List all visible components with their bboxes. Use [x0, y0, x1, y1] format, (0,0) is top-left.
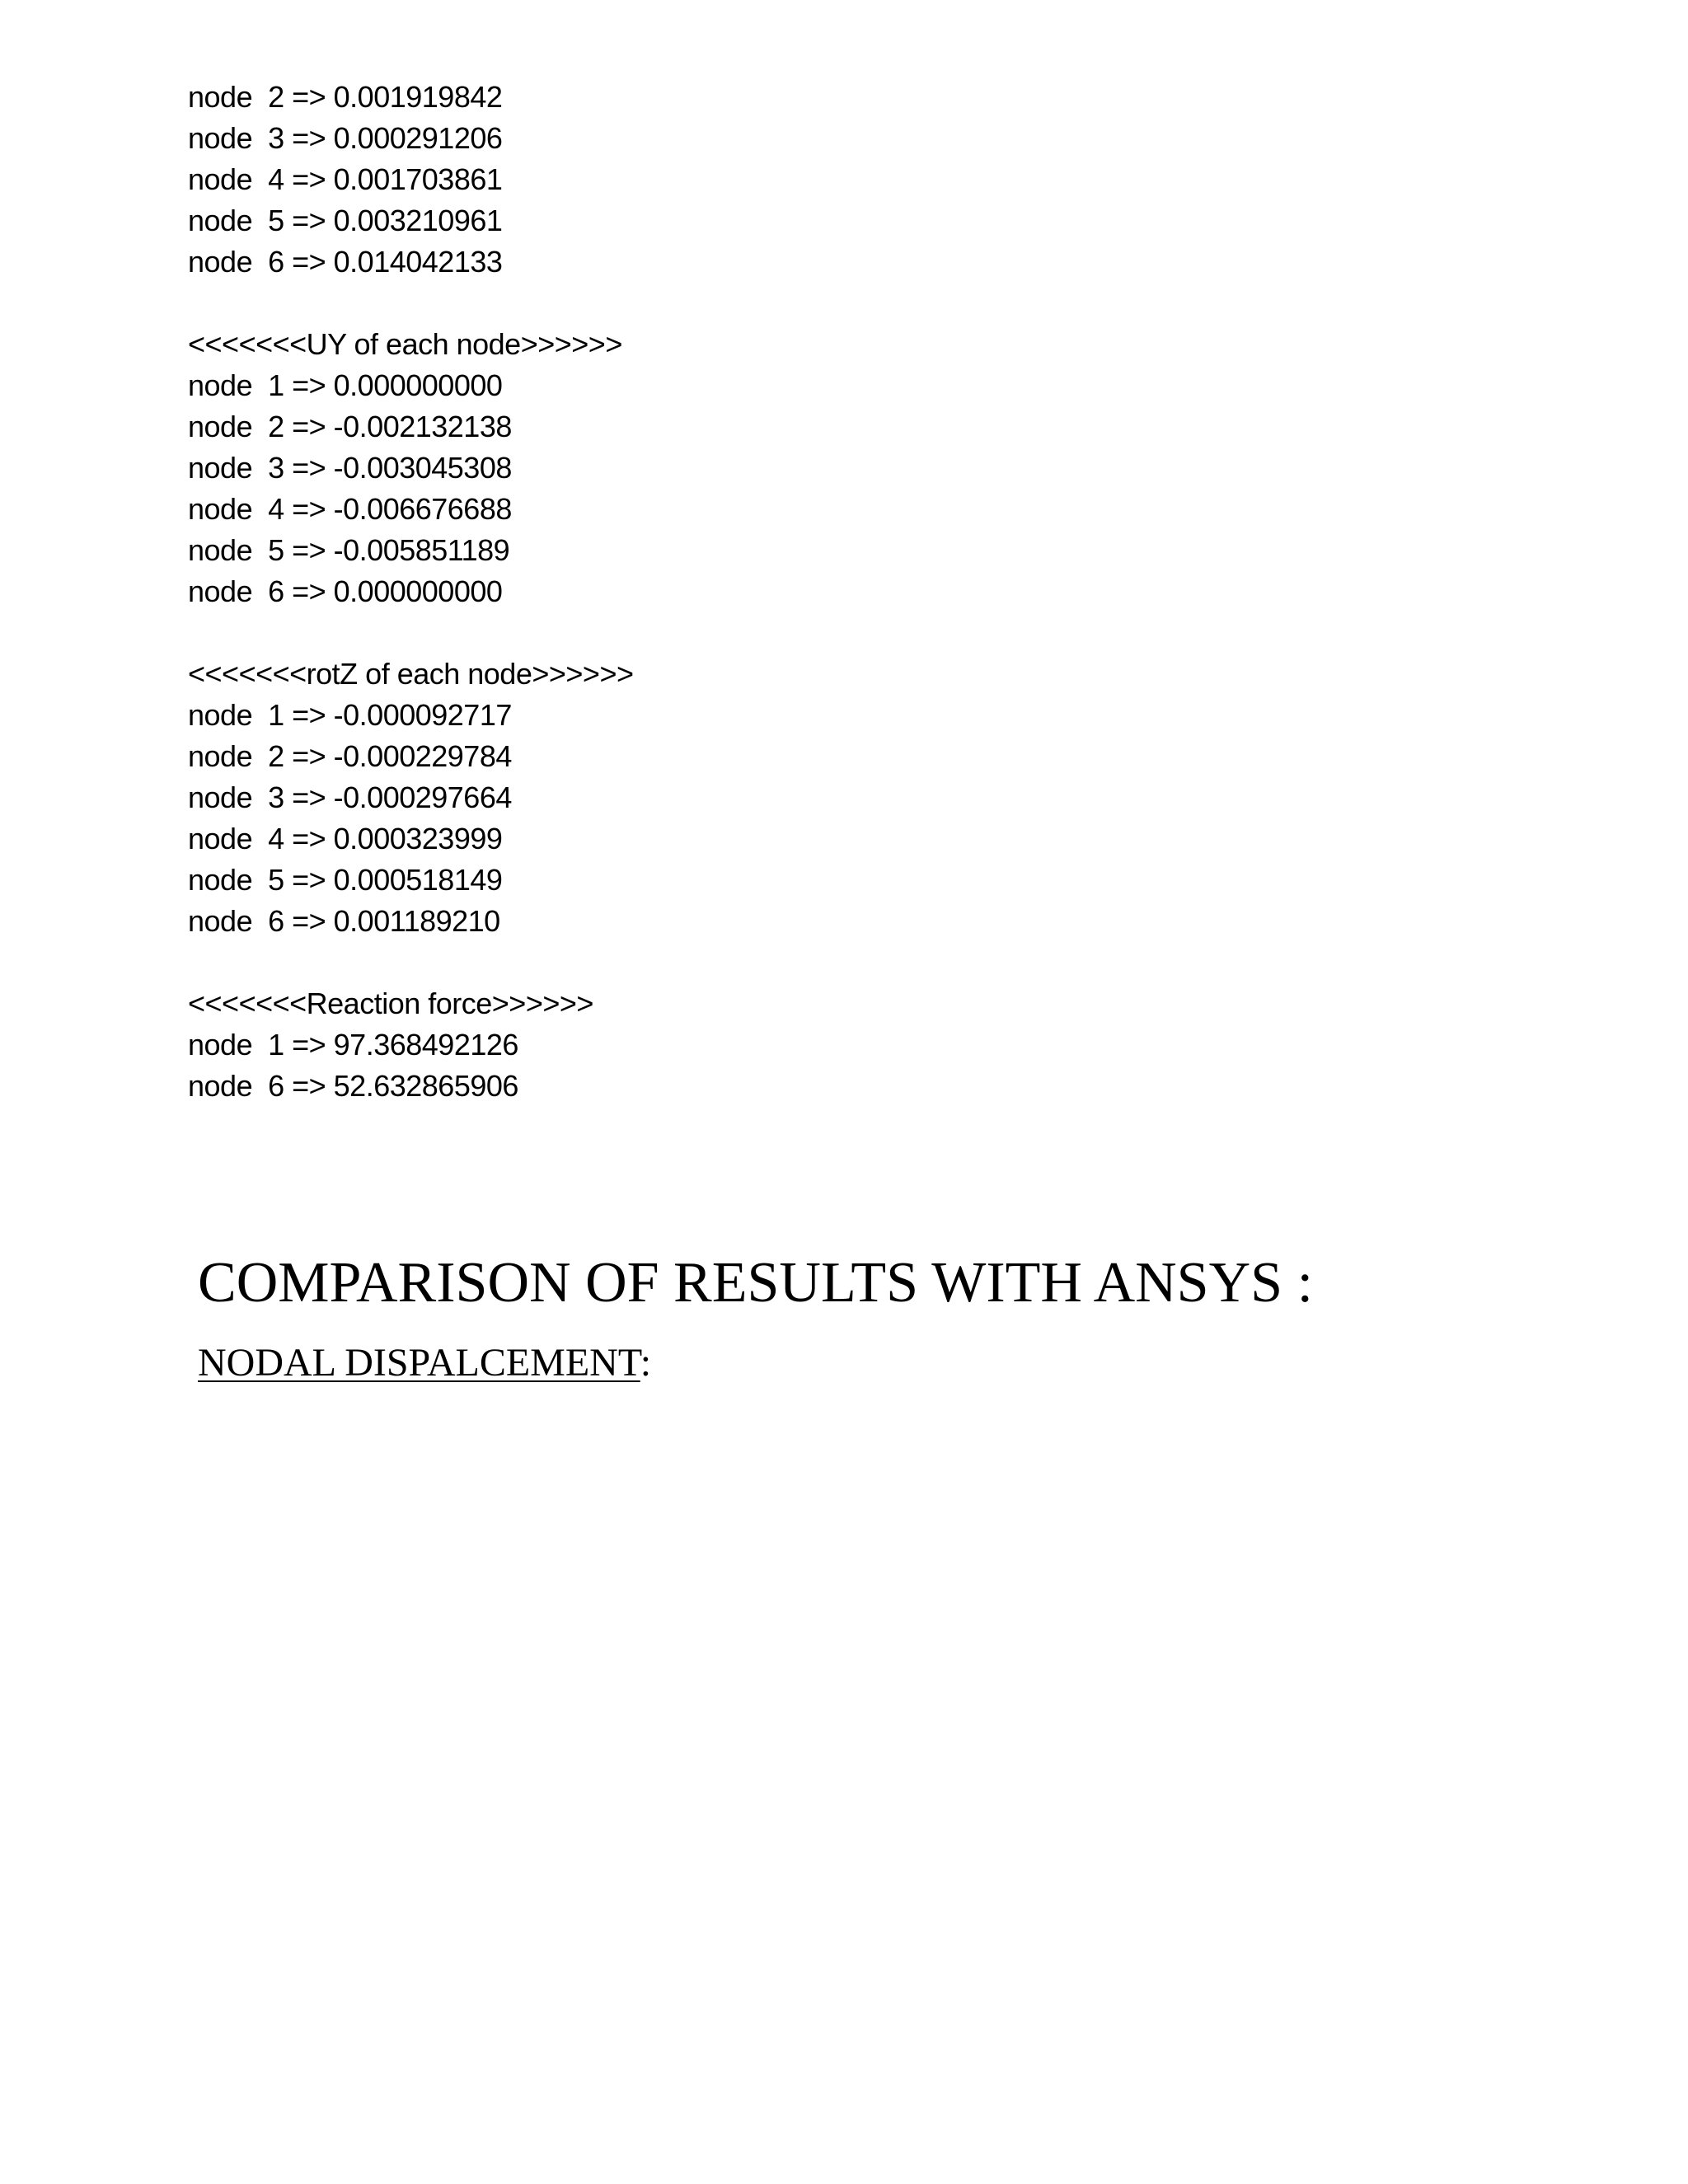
uy-section-header: <<<<<<<UY of each node>>>>>>: [188, 327, 622, 361]
results-listing: [188, 77, 634, 1107]
comparison-heading: COMPARISON OF RESULTS WITH ANSYS :: [198, 1251, 1314, 1315]
reaction-line: node 1 => 97.368492126: [188, 1028, 518, 1062]
rotz-section-header: <<<<<<<rotZ of each node>>>>>>: [188, 657, 634, 691]
uy-line: node 3 => -0.003045308: [188, 451, 512, 485]
uy-line: node 1 => 0.000000000: [188, 368, 503, 402]
nodal-displacement-subheading: [198, 1338, 651, 1388]
reaction-section-header: <<<<<<<Reaction force>>>>>>: [188, 987, 593, 1020]
rotz-line: node 6 => 0.001189210: [188, 904, 500, 938]
uy-line: node 4 => -0.006676688: [188, 492, 512, 526]
uy-line: node 6 => 0.000000000: [188, 574, 503, 608]
ux-line: node 5 => 0.003210961: [188, 204, 503, 237]
uy-line: node 5 => -0.005851189: [188, 533, 510, 567]
rotz-line: node 4 => 0.000323999: [188, 822, 503, 855]
rotz-line: node 1 => -0.000092717: [188, 698, 512, 732]
subheading-text: NODAL DISPALCEMENT: [198, 1341, 640, 1385]
ux-line: node 3 => 0.000291206: [188, 121, 503, 155]
rotz-line: node 2 => -0.000229784: [188, 739, 512, 773]
spacer: [188, 283, 634, 324]
spacer: [188, 942, 634, 983]
ux-line: node 6 => 0.014042133: [188, 245, 503, 279]
uy-line: node 2 => -0.002132138: [188, 410, 512, 443]
reaction-line: node 6 => 52.632865906: [188, 1069, 518, 1103]
spacer: [188, 612, 634, 654]
rotz-line: node 5 => 0.000518149: [188, 863, 503, 897]
ux-line: node 4 => 0.001703861: [188, 162, 503, 196]
subheading-colon: :: [640, 1341, 652, 1385]
ux-line: node 2 => 0.001919842: [188, 80, 503, 114]
rotz-line: node 3 => -0.000297664: [188, 780, 512, 814]
